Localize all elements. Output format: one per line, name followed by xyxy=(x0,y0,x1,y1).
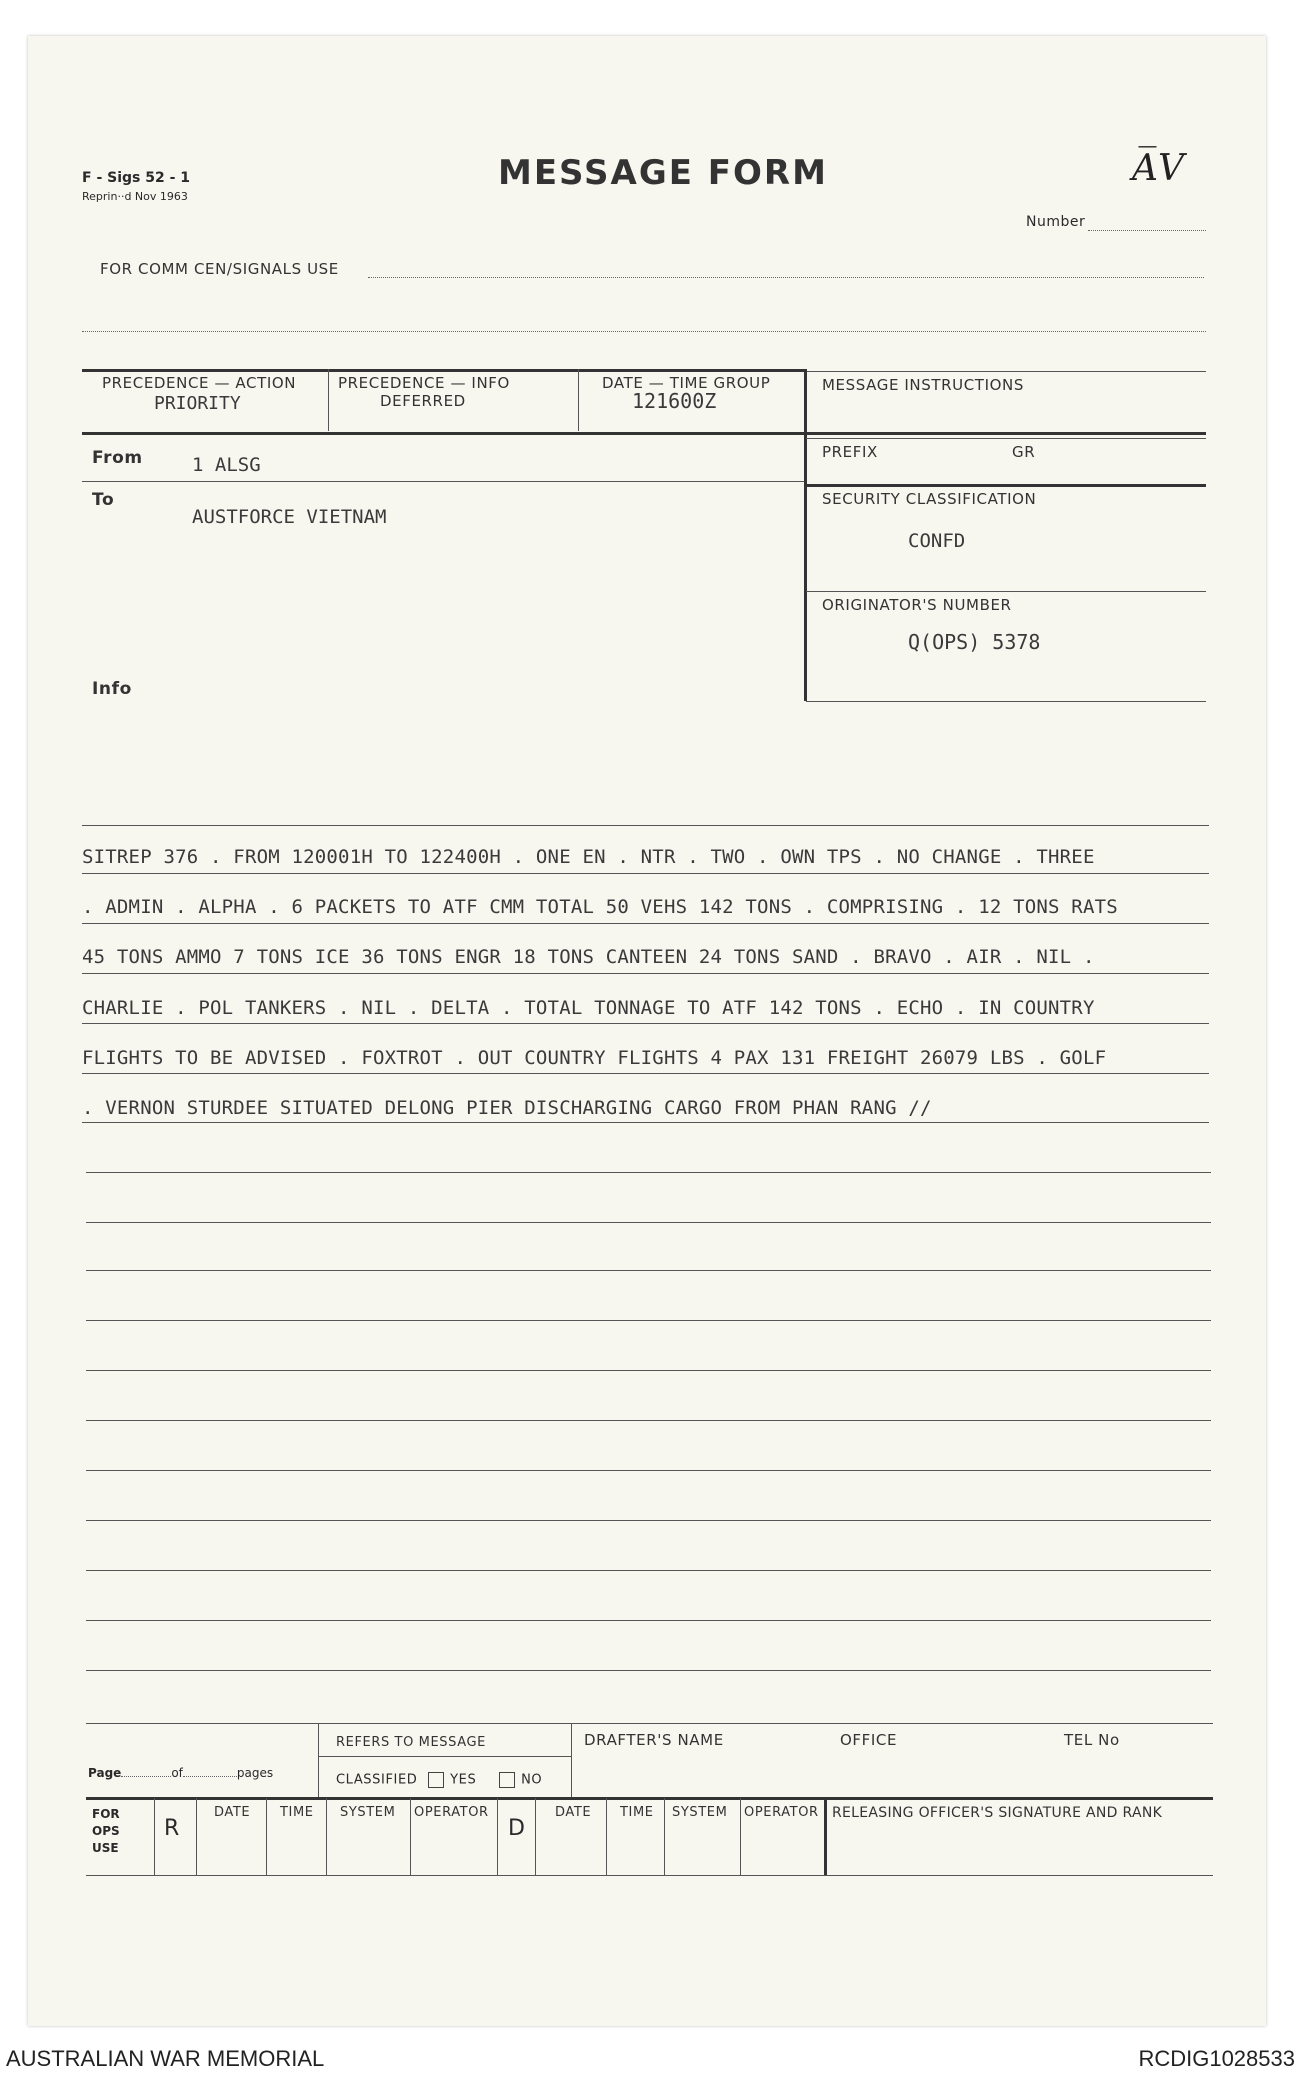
header-top-rule xyxy=(82,369,806,372)
ops-divider xyxy=(535,1798,536,1875)
operator-label-2: OPERATOR xyxy=(744,1805,819,1820)
classified-label: CLASSIFIED xyxy=(336,1772,418,1788)
to-label: To xyxy=(92,490,115,510)
originator-label: ORIGINATOR'S NUMBER xyxy=(822,596,1012,614)
body-rule xyxy=(86,1620,1211,1621)
message-text-line: . ADMIN . ALPHA . 6 PACKETS TO ATF CMM TOTAL 50 VEHS 142 TONS . COMPRISING . 12 TONS RATS xyxy=(82,896,1118,918)
body-rule xyxy=(86,1420,1211,1421)
time-label: TIME xyxy=(280,1805,314,1820)
message-text-line: CHARLIE . POL TANKERS . NIL . DELTA . TOTAL TONNAGE TO ATF 142 TONS . ECHO . IN COUNTRY xyxy=(82,997,1095,1019)
header-divider-2 xyxy=(578,369,579,431)
message-text-line: SITREP 376 . FROM 120001H TO 122400H . ONE EN . NTR . TWO . OWN TPS . NO CHANGE . THREE xyxy=(82,846,1095,868)
message-form-sheet xyxy=(28,36,1266,2026)
body-rule xyxy=(86,1222,1211,1223)
ops-divider xyxy=(326,1798,327,1875)
ops-divider xyxy=(740,1798,741,1875)
ops-divider xyxy=(154,1798,155,1875)
security-value: CONFD xyxy=(908,530,966,552)
form-title: MESSAGE FORM xyxy=(498,153,828,193)
form-reprint: Reprin··d Nov 1963 xyxy=(82,190,188,203)
body-rule xyxy=(82,1122,1209,1123)
of-label: of xyxy=(171,1766,183,1780)
ops-divider xyxy=(497,1798,498,1875)
ops-divider-thick xyxy=(824,1798,827,1875)
office-label: OFFICE xyxy=(840,1731,898,1749)
comm-cen-dotted-line-2 xyxy=(82,331,1206,332)
header-right-column-rule xyxy=(804,369,807,701)
ops-bottom-rule xyxy=(86,1875,1213,1876)
time-label-2: TIME xyxy=(620,1805,654,1820)
message-text-line: 45 TONS AMMO 7 TONS ICE 36 TONS ENGR 18 TONS CANTEEN 24 TONS SAND . BRAVO . AIR . NIL . xyxy=(82,946,1095,968)
header-mid-rule xyxy=(82,432,1206,435)
ops-divider xyxy=(410,1798,411,1875)
prec-action-label: PRECEDENCE — ACTION xyxy=(102,374,297,392)
message-text-line: FLIGHTS TO BE ADVISED . FOXTROT . OUT COUNTRY FLIGHTS 4 PAX 131 FREIGHT 26079 LBS . GOLF xyxy=(82,1047,1107,1069)
originator-bottom-rule xyxy=(806,701,1206,702)
body-rule xyxy=(86,1570,1211,1571)
header-mid-rule-2 xyxy=(806,438,1206,439)
body-rule xyxy=(86,1172,1211,1173)
ops-divider xyxy=(664,1798,665,1875)
comm-cen-dotted-line xyxy=(368,277,1204,278)
from-value: 1 ALSG xyxy=(192,454,261,476)
security-label: SECURITY CLASSIFICATION xyxy=(822,490,1037,508)
body-rule xyxy=(82,973,1209,974)
header-divider-1 xyxy=(328,369,329,431)
drafters-name-label: DRAFTER'S NAME xyxy=(584,1731,724,1749)
body-rule xyxy=(86,1670,1211,1671)
instr-top-rule xyxy=(806,371,1206,372)
no-checkbox[interactable] xyxy=(499,1772,515,1788)
ops-divider xyxy=(196,1798,197,1875)
bottom-divider-1 xyxy=(318,1723,319,1797)
refers-rule xyxy=(318,1756,571,1757)
number-handwritten-mark: A̅V xyxy=(1132,148,1184,189)
body-top-rule xyxy=(82,825,1209,826)
operator-label: OPERATOR xyxy=(414,1805,489,1820)
ops-divider xyxy=(606,1798,607,1875)
bottom-top-rule xyxy=(86,1723,1213,1724)
footer-right-caption: RCDIG1028533 xyxy=(1138,2046,1295,2071)
originator-value: Q(OPS) 5378 xyxy=(908,630,1041,654)
ops-divider xyxy=(266,1798,267,1875)
date-label-2: DATE xyxy=(555,1805,592,1820)
ops-top-rule xyxy=(86,1797,1213,1800)
system-label: SYSTEM xyxy=(340,1805,396,1820)
page-label: Page xyxy=(88,1766,122,1780)
body-rule xyxy=(82,1073,1209,1074)
security-bottom-rule xyxy=(806,591,1206,592)
footer-left-caption: AUSTRALIAN WAR MEMORIAL xyxy=(6,2046,325,2071)
body-rule xyxy=(86,1370,1211,1371)
body-rule xyxy=(86,1470,1211,1471)
message-text-line: . VERNON STURDEE SITUATED DELONG PIER DISCHARGING CARGO FROM PHAN RANG // xyxy=(82,1097,932,1119)
bottom-divider-2 xyxy=(571,1723,572,1797)
prec-action-value: PRIORITY xyxy=(154,393,241,414)
gr-label: GR xyxy=(1012,443,1036,461)
no-label: NO xyxy=(521,1772,543,1788)
body-rule xyxy=(86,1520,1211,1521)
yes-checkbox[interactable] xyxy=(428,1772,444,1788)
number-label: Number xyxy=(1026,214,1086,230)
r-label: R xyxy=(164,1816,180,1841)
refers-to-message-label: REFERS TO MESSAGE xyxy=(336,1735,486,1750)
body-rule xyxy=(86,1270,1211,1271)
from-bottom-rule xyxy=(82,481,804,482)
prefix-label: PREFIX xyxy=(822,443,878,461)
info-label: Info xyxy=(92,679,132,699)
body-rule xyxy=(82,873,1209,874)
to-value: AUSTFORCE VIETNAM xyxy=(192,506,387,528)
body-rule xyxy=(82,1023,1209,1024)
pages-label: pages xyxy=(236,1766,274,1780)
prefix-bottom-rule xyxy=(806,484,1206,487)
message-instructions-label: MESSAGE INSTRUCTIONS xyxy=(822,376,1024,394)
classified-row xyxy=(336,1772,542,1788)
d-label: D xyxy=(508,1816,525,1841)
system-label-2: SYSTEM xyxy=(672,1805,728,1820)
body-rule xyxy=(82,923,1209,924)
form-code: F - Sigs 52 - 1 xyxy=(82,170,191,186)
comm-cen-label: FOR COMM CEN/SIGNALS USE xyxy=(100,260,339,278)
prec-info-value: DEFERRED xyxy=(380,392,466,410)
from-label: From xyxy=(92,448,143,468)
number-dotted-line xyxy=(1088,230,1206,231)
dtg-value: 121600Z xyxy=(632,389,717,413)
prec-info-label: PRECEDENCE — INFO xyxy=(338,374,510,392)
page-count xyxy=(88,1766,273,1780)
tel-no-label: TEL No xyxy=(1064,1731,1120,1749)
body-rule xyxy=(86,1320,1211,1321)
date-label: DATE xyxy=(214,1805,251,1820)
for-ops-use-label: FOR OPS USE xyxy=(92,1807,120,1855)
yes-label: YES xyxy=(450,1772,477,1788)
releasing-officer-label: RELEASING OFFICER'S SIGNATURE AND RANK xyxy=(832,1805,1163,1821)
dtg-label: DATE — TIME GROUP xyxy=(602,374,771,392)
